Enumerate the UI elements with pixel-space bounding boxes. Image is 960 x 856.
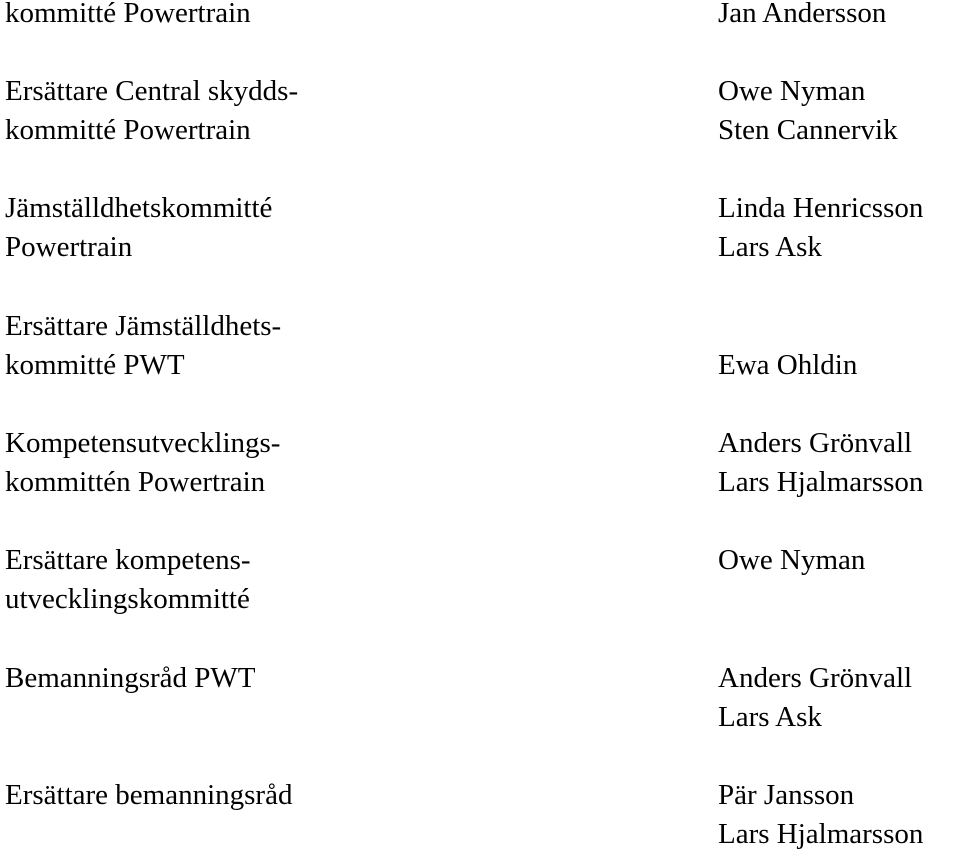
member-name: Lars Ask	[718, 701, 822, 733]
committee-name-line: Powertrain	[5, 231, 133, 263]
member-name: Ewa Ohldin	[718, 349, 858, 381]
member-name: Anders Grönvall	[718, 662, 913, 694]
member-name: Owe Nyman	[718, 75, 866, 107]
member-name: Pär Jansson	[718, 779, 855, 811]
committee-name-line: kommittén Powertrain	[5, 466, 266, 498]
committee-name-line: Ersättare bemanningsråd	[5, 779, 293, 811]
member-name: Jan Andersson	[718, 0, 887, 29]
member-name: Anders Grönvall	[718, 427, 913, 459]
member-name: Sten Cannervik	[718, 114, 898, 146]
committee-name-line: kommitté PWT	[5, 349, 185, 381]
committee-name-line: Kompetensutvecklings-	[5, 427, 281, 459]
member-name: Owe Nyman	[718, 544, 866, 576]
committee-name-line: Ersättare Jämställdhets-	[5, 310, 282, 342]
member-name: Lars Hjalmarsson	[718, 818, 924, 850]
committee-name-line: Jämställdhetskommitté	[5, 192, 273, 224]
member-name: Lars Hjalmarsson	[718, 466, 924, 498]
committee-name-line: kommitté Powertrain	[5, 0, 251, 29]
committee-name-line: Bemanningsråd PWT	[5, 662, 256, 694]
member-name: Lars Ask	[718, 231, 822, 263]
member-name: Linda Henricsson	[718, 192, 924, 224]
committee-name-line: kommitté Powertrain	[5, 114, 251, 146]
committee-name-line: utvecklingskommitté	[5, 583, 250, 615]
committee-name-line: Ersättare kompetens-	[5, 544, 251, 576]
committee-name-line: Ersättare Central skydds-	[5, 75, 299, 107]
